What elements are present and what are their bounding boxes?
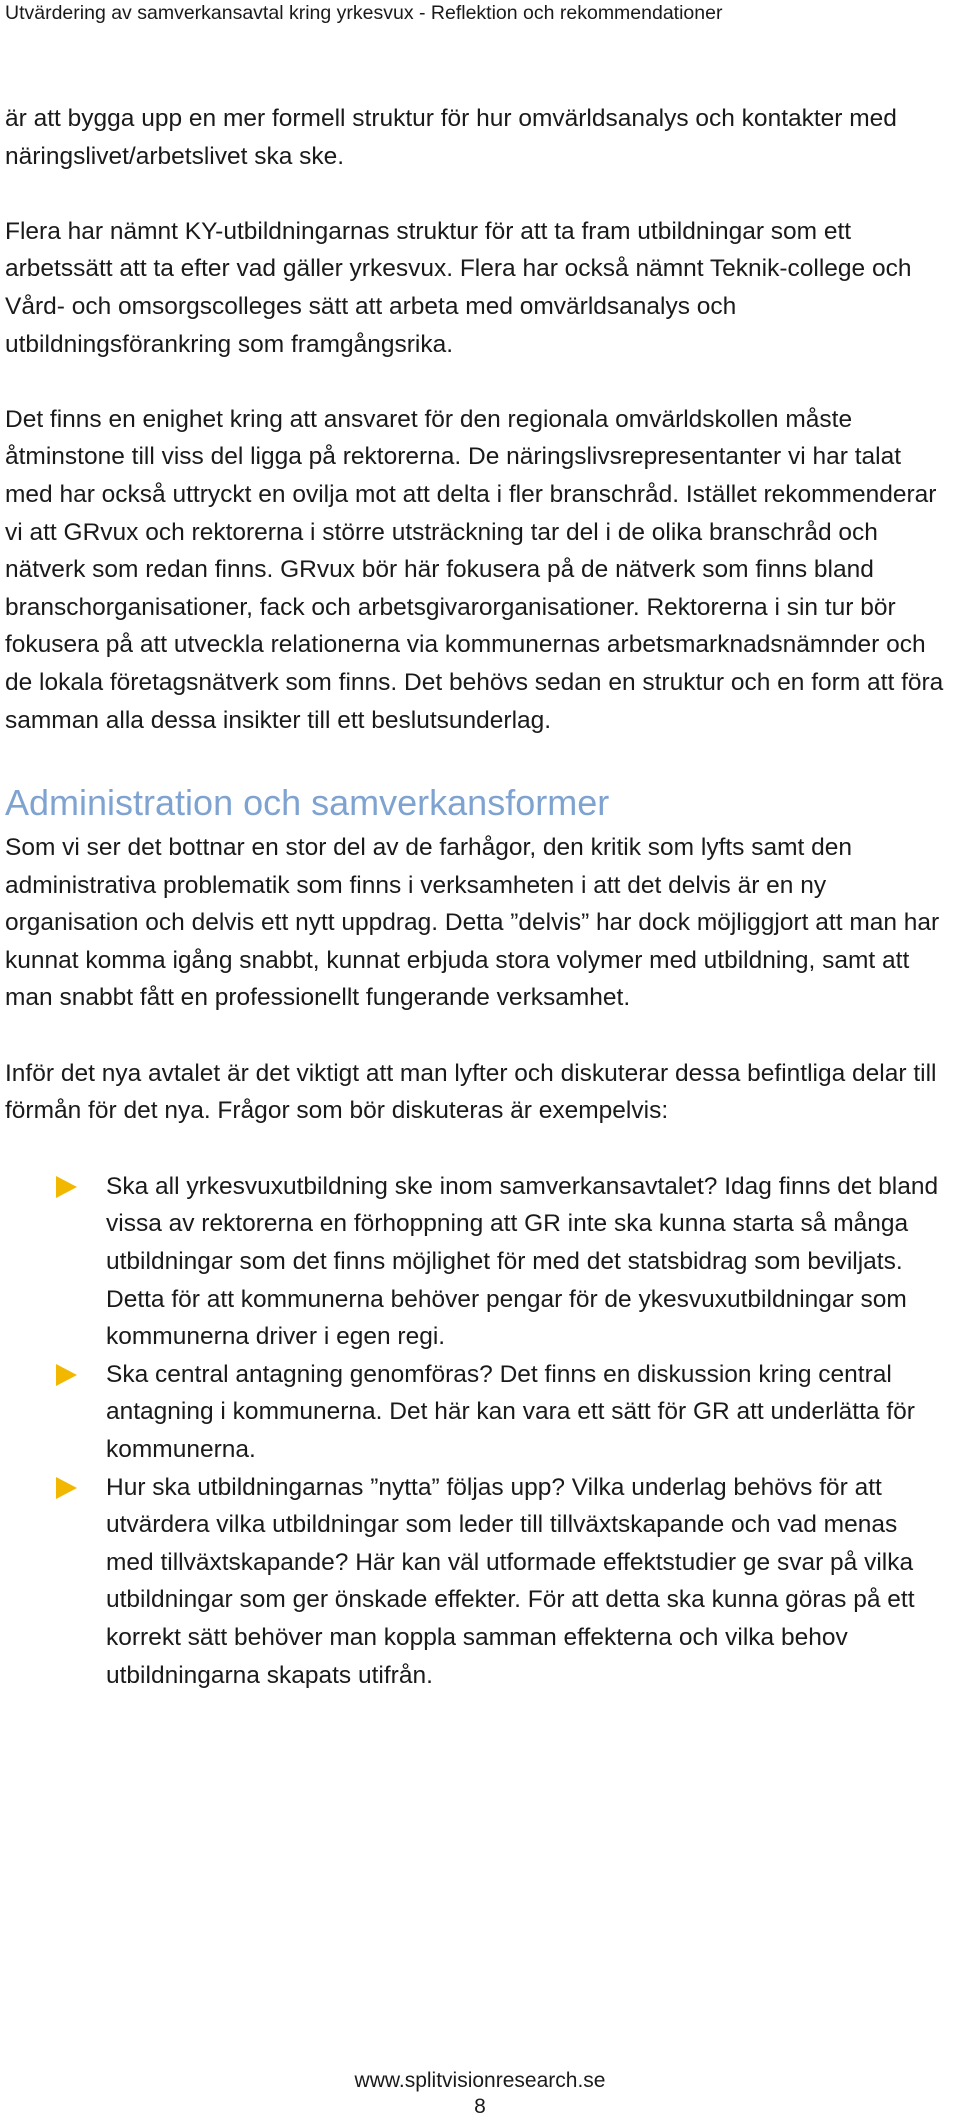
section-heading: Administration och samverkansformer (5, 782, 610, 824)
triangle-right-icon (56, 1176, 77, 1198)
footer-url: www.splitvisionresearch.se (354, 2069, 606, 2092)
body-paragraph: Flera har nämnt KY-utbildningarnas struktur för att ta fram utbildningar som ett arbetssätt att ta efter vad gäller yrkesvux. Flera har också nämnt Teknik-college och Vård- och omsorgscolleges sätt att arbeta med omvärldsanalys och utbildningsförankring som framgångsrika. (5, 217, 912, 358)
list-item (5, 1168, 950, 1356)
body-paragraph: Det finns en enighet kring att ansvaret för den regionala omvärldskollen måste åtminstone till viss del ligga på rektorerna. De näringslivsrepresentanter vi har talat med har också uttryckt en ovilja mot att delta i fler branschråd. Istället rekommenderar vi att GRvux och rektorerna i större utsträckning tar del i de olika branschråd och nätverk som redan finns. GRvux bör här fokusera på de nätverk som finns bland branschorganisationer, fack och arbetsgivarorganisationer. Rektorerna i sin tur bör fokusera på att utveckla relationerna via kommunernas arbetsmarknadsnämnder och de lokala företagsnätverk som finns. Det behövs sedan en struktur och en form att föra samman alla dessa insikter till ett beslutsunderlag. (5, 405, 944, 734)
body-paragraph: Inför det nya avtalet är det viktigt att man lyfter och diskuterar dessa befintliga delar till förmån för det nya. Frågor som bör diskuteras är exempelvis: (5, 1059, 937, 1125)
list-item (5, 1356, 950, 1469)
question-list (5, 1168, 950, 1694)
list-item-text: Hur ska utbildningarnas ”nytta” följas upp? Vilka underlag behövs för att utvärdera vilka utbildningar som leder till tillväxtskapande och vad menas med tillväxtskapande? Här kan väl utformade effektstudier ge svar på vilka utbildningar som ger önskade effekter. För att detta ska kunna göras på ett korrekt sätt behöver man koppla samman effekterna och vilka behov utbildningarna skapats utifrån. (106, 1473, 915, 1689)
body-paragraph: är att bygga upp en mer formell struktur för hur omvärldsanalys och kontakter med näringslivet/arbetslivet ska ske. (5, 105, 897, 170)
list-item-text: Ska central antagning genomföras? Det finns en diskussion kring central antagning i kommunerna. Det här kan vara ett sätt för GR att underlätta för kommunerna. (106, 1360, 915, 1463)
running-header: Utvärdering av samverkansavtal kring yrkesvux - Reflektion och rekommendationer (5, 2, 723, 24)
document-body (5, 100, 950, 1694)
triangle-right-icon (56, 1477, 77, 1499)
body-paragraph: Som vi ser det bottnar en stor del av de farhågor, den kritik som lyfts samt den administrativa problematik som finns i verksamheten i att det delvis är en ny organisation och delvis ett nytt uppdrag. Detta ”delvis” har dock möjliggjort att man har kunnat komma igång snabbt, kunnat erbjuda stora volymer med utbildning, samt att man snabbt fått en professionellt fungerande verksamhet. (5, 834, 940, 1012)
triangle-right-icon (56, 1364, 77, 1386)
list-item (5, 1469, 950, 1695)
list-item-text: Ska all yrkesvuxutbildning ske inom samverkansavtalet? Idag finns det bland vissa av rektorerna en förhoppning att GR inte ska kunna starta så många utbildningar som det finns möjlighet för med det statsbidrag som beviljats. Detta för att kommunerna behöver pengar för de ykesvuxutbildningar som kommunerna driver i egen regi. (106, 1172, 939, 1351)
page-number: 8 (474, 2095, 486, 2118)
